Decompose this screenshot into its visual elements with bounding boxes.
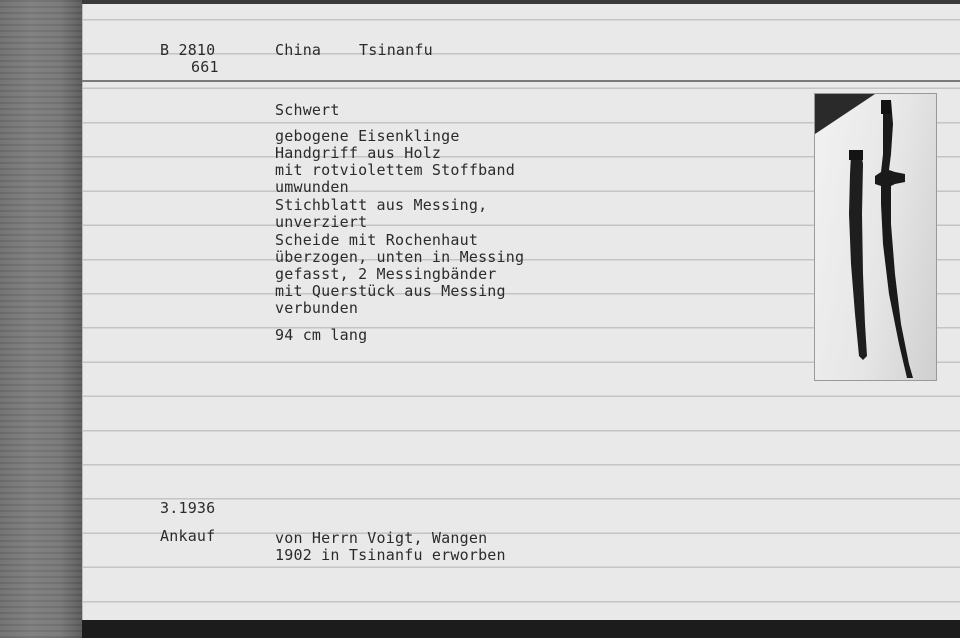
scan-bottom-edge — [82, 620, 960, 638]
description-line: Scheide mit Rochenhaut — [275, 231, 479, 249]
card-stack-edge — [0, 0, 82, 638]
description-line: Stichblatt aus Messing, — [275, 196, 488, 214]
sword-photo-image — [815, 94, 936, 380]
description-line: mit rotviolettem Stoffband — [275, 161, 515, 179]
acquisition-type: Ankauf — [160, 527, 216, 545]
sword-pommel — [881, 100, 891, 114]
sub-number: 661 — [191, 58, 219, 76]
description-line: gebogene Eisenklinge — [275, 127, 460, 145]
object-name: Schwert — [275, 101, 340, 119]
country: China — [275, 41, 322, 59]
acquisition-line: von Herrn Voigt, Wangen — [275, 529, 488, 547]
catalog-number: B 2810 — [160, 41, 216, 59]
description-line: umwunden — [275, 178, 349, 196]
description-line: mit Querstück aus Messing — [275, 282, 506, 300]
acquisition-line: 1902 in Tsinanfu erworben — [275, 546, 506, 564]
description-line: Handgriff aus Holz — [275, 144, 442, 162]
sword-shape — [875, 100, 913, 378]
acquisition-date: 3.1936 — [160, 499, 216, 517]
scabbard-mouth — [849, 150, 863, 160]
photo-shadow-corner — [815, 94, 875, 134]
description-line: verbunden — [275, 299, 359, 317]
length: 94 cm lang — [275, 326, 368, 344]
header-rule — [82, 80, 960, 82]
scabbard-shape — [849, 152, 867, 360]
description-line: überzogen, unten in Messing — [275, 248, 525, 266]
place: Tsinanfu — [359, 41, 433, 59]
object-photo — [815, 94, 936, 380]
description-line: gefasst, 2 Messingbänder — [275, 265, 497, 283]
description-line: unverziert — [275, 213, 368, 231]
